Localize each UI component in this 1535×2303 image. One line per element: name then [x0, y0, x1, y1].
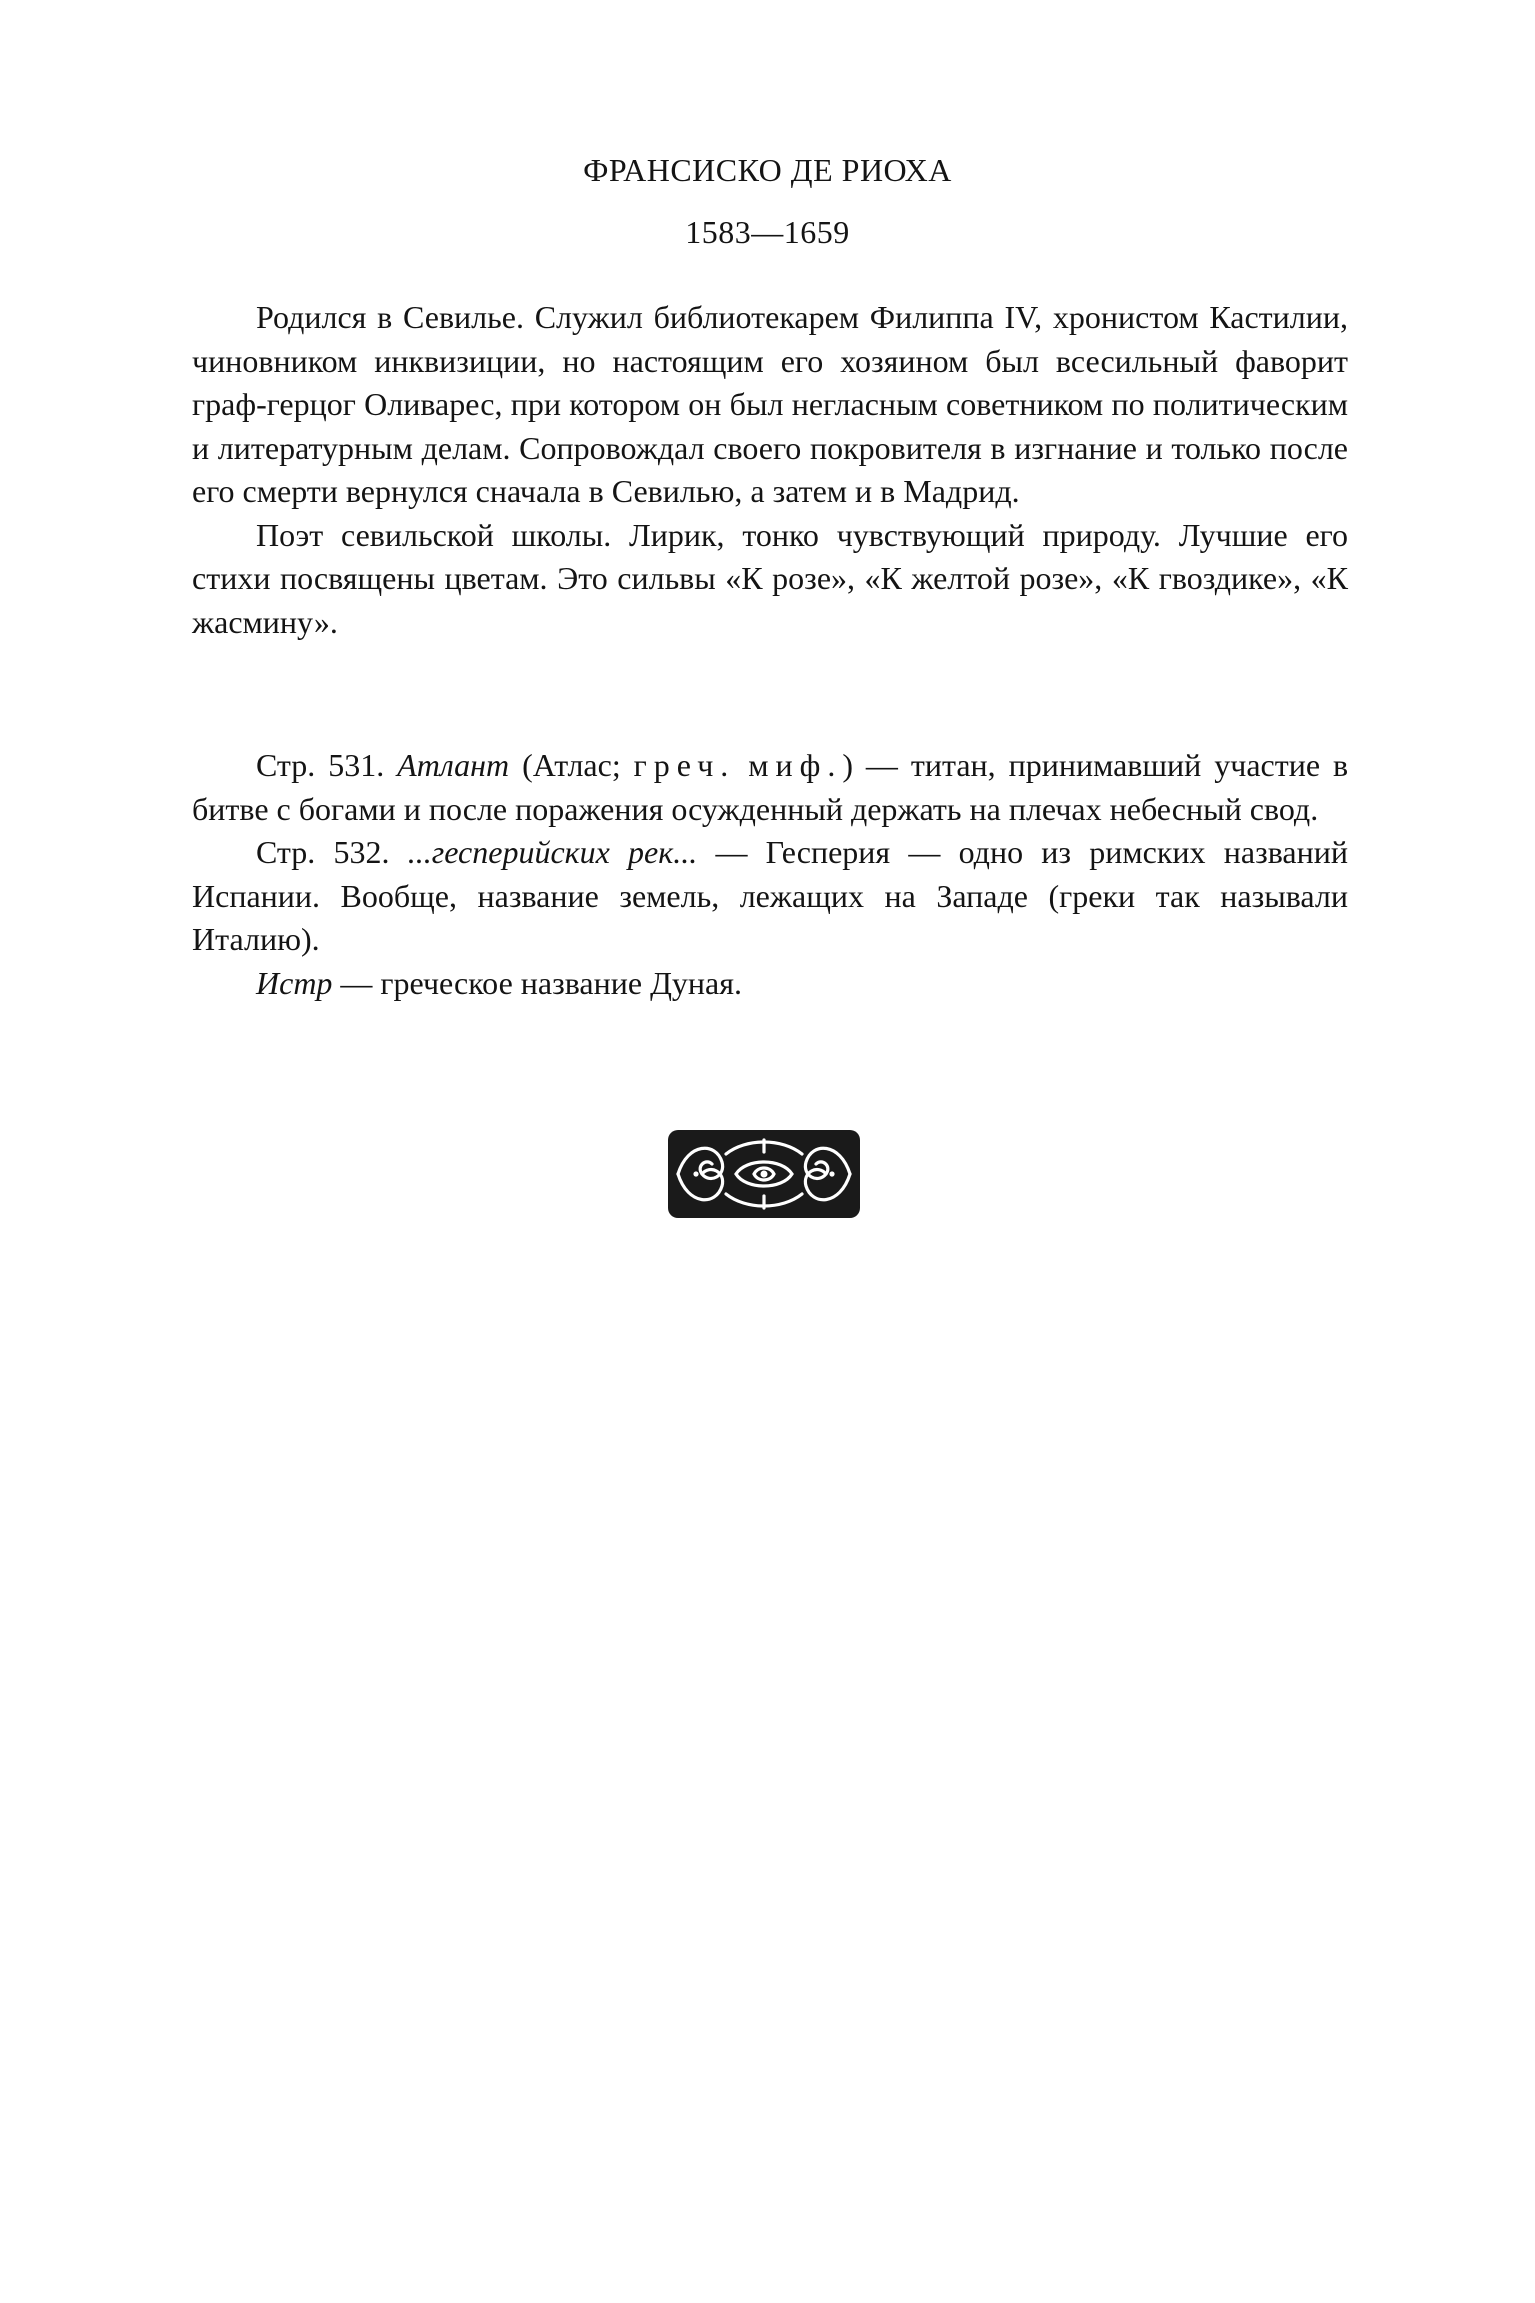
note-term: ...гесперийских рек... — [407, 834, 698, 870]
note-field: миф. — [748, 747, 843, 783]
life-years: 1583—1659 — [685, 214, 850, 250]
note-page-ref: Стр. 531. — [256, 747, 385, 783]
note-page-ref: Стр. 532. — [256, 834, 390, 870]
bio-paragraph-2: Поэт севильской школы. Лирик, тонко чувствующий природу. Лучшие его стихи посвящены цветам. Это сильвы «К розе», «К желтой розе», «К гвоздике», «К жасмину». — [192, 516, 1348, 640]
biography — [192, 296, 1348, 644]
note-term: Истр — [256, 964, 333, 1001]
note-lang: греч. — [633, 747, 736, 783]
commentary-notes — [192, 744, 1348, 1005]
page-title: ФРАНСИСКО ДЕ РИОХА — [583, 152, 952, 188]
note-hesperia — [192, 831, 1348, 962]
note-text: — греческое название Дуная. — [340, 964, 742, 1001]
note-istr — [192, 962, 1348, 1006]
note-text: ) — титан, принимавший участие в битве с богами и после поражения осужденный держать на плечах небесный свод. — [192, 747, 1349, 827]
bio-paragraph-1: Родился в Севилье. Служил библиотекарем Филиппа IV, хронистом Кастилии, чиновником инквизиции, но настоящим его хозяином был всесильный фаворит граф-герцог Оливарес, при котором он был негласным советником по политическим и литературным делам. Сопровождал своего покровителя в изгнание и только после его смерти вернулся сначала в Севилью, а затем и в Мадрид. — [192, 299, 1348, 509]
note-paren: (Атлас; — [522, 747, 621, 783]
note-atlas — [192, 744, 1348, 831]
note-text: — Гесперия — одно из римских названий Испании. Вообще, название земель, лежащих на Западе (греки так называли Италию). — [192, 834, 1349, 957]
note-term: Атлант — [397, 747, 510, 783]
ornament-icon — [666, 1128, 862, 1220]
